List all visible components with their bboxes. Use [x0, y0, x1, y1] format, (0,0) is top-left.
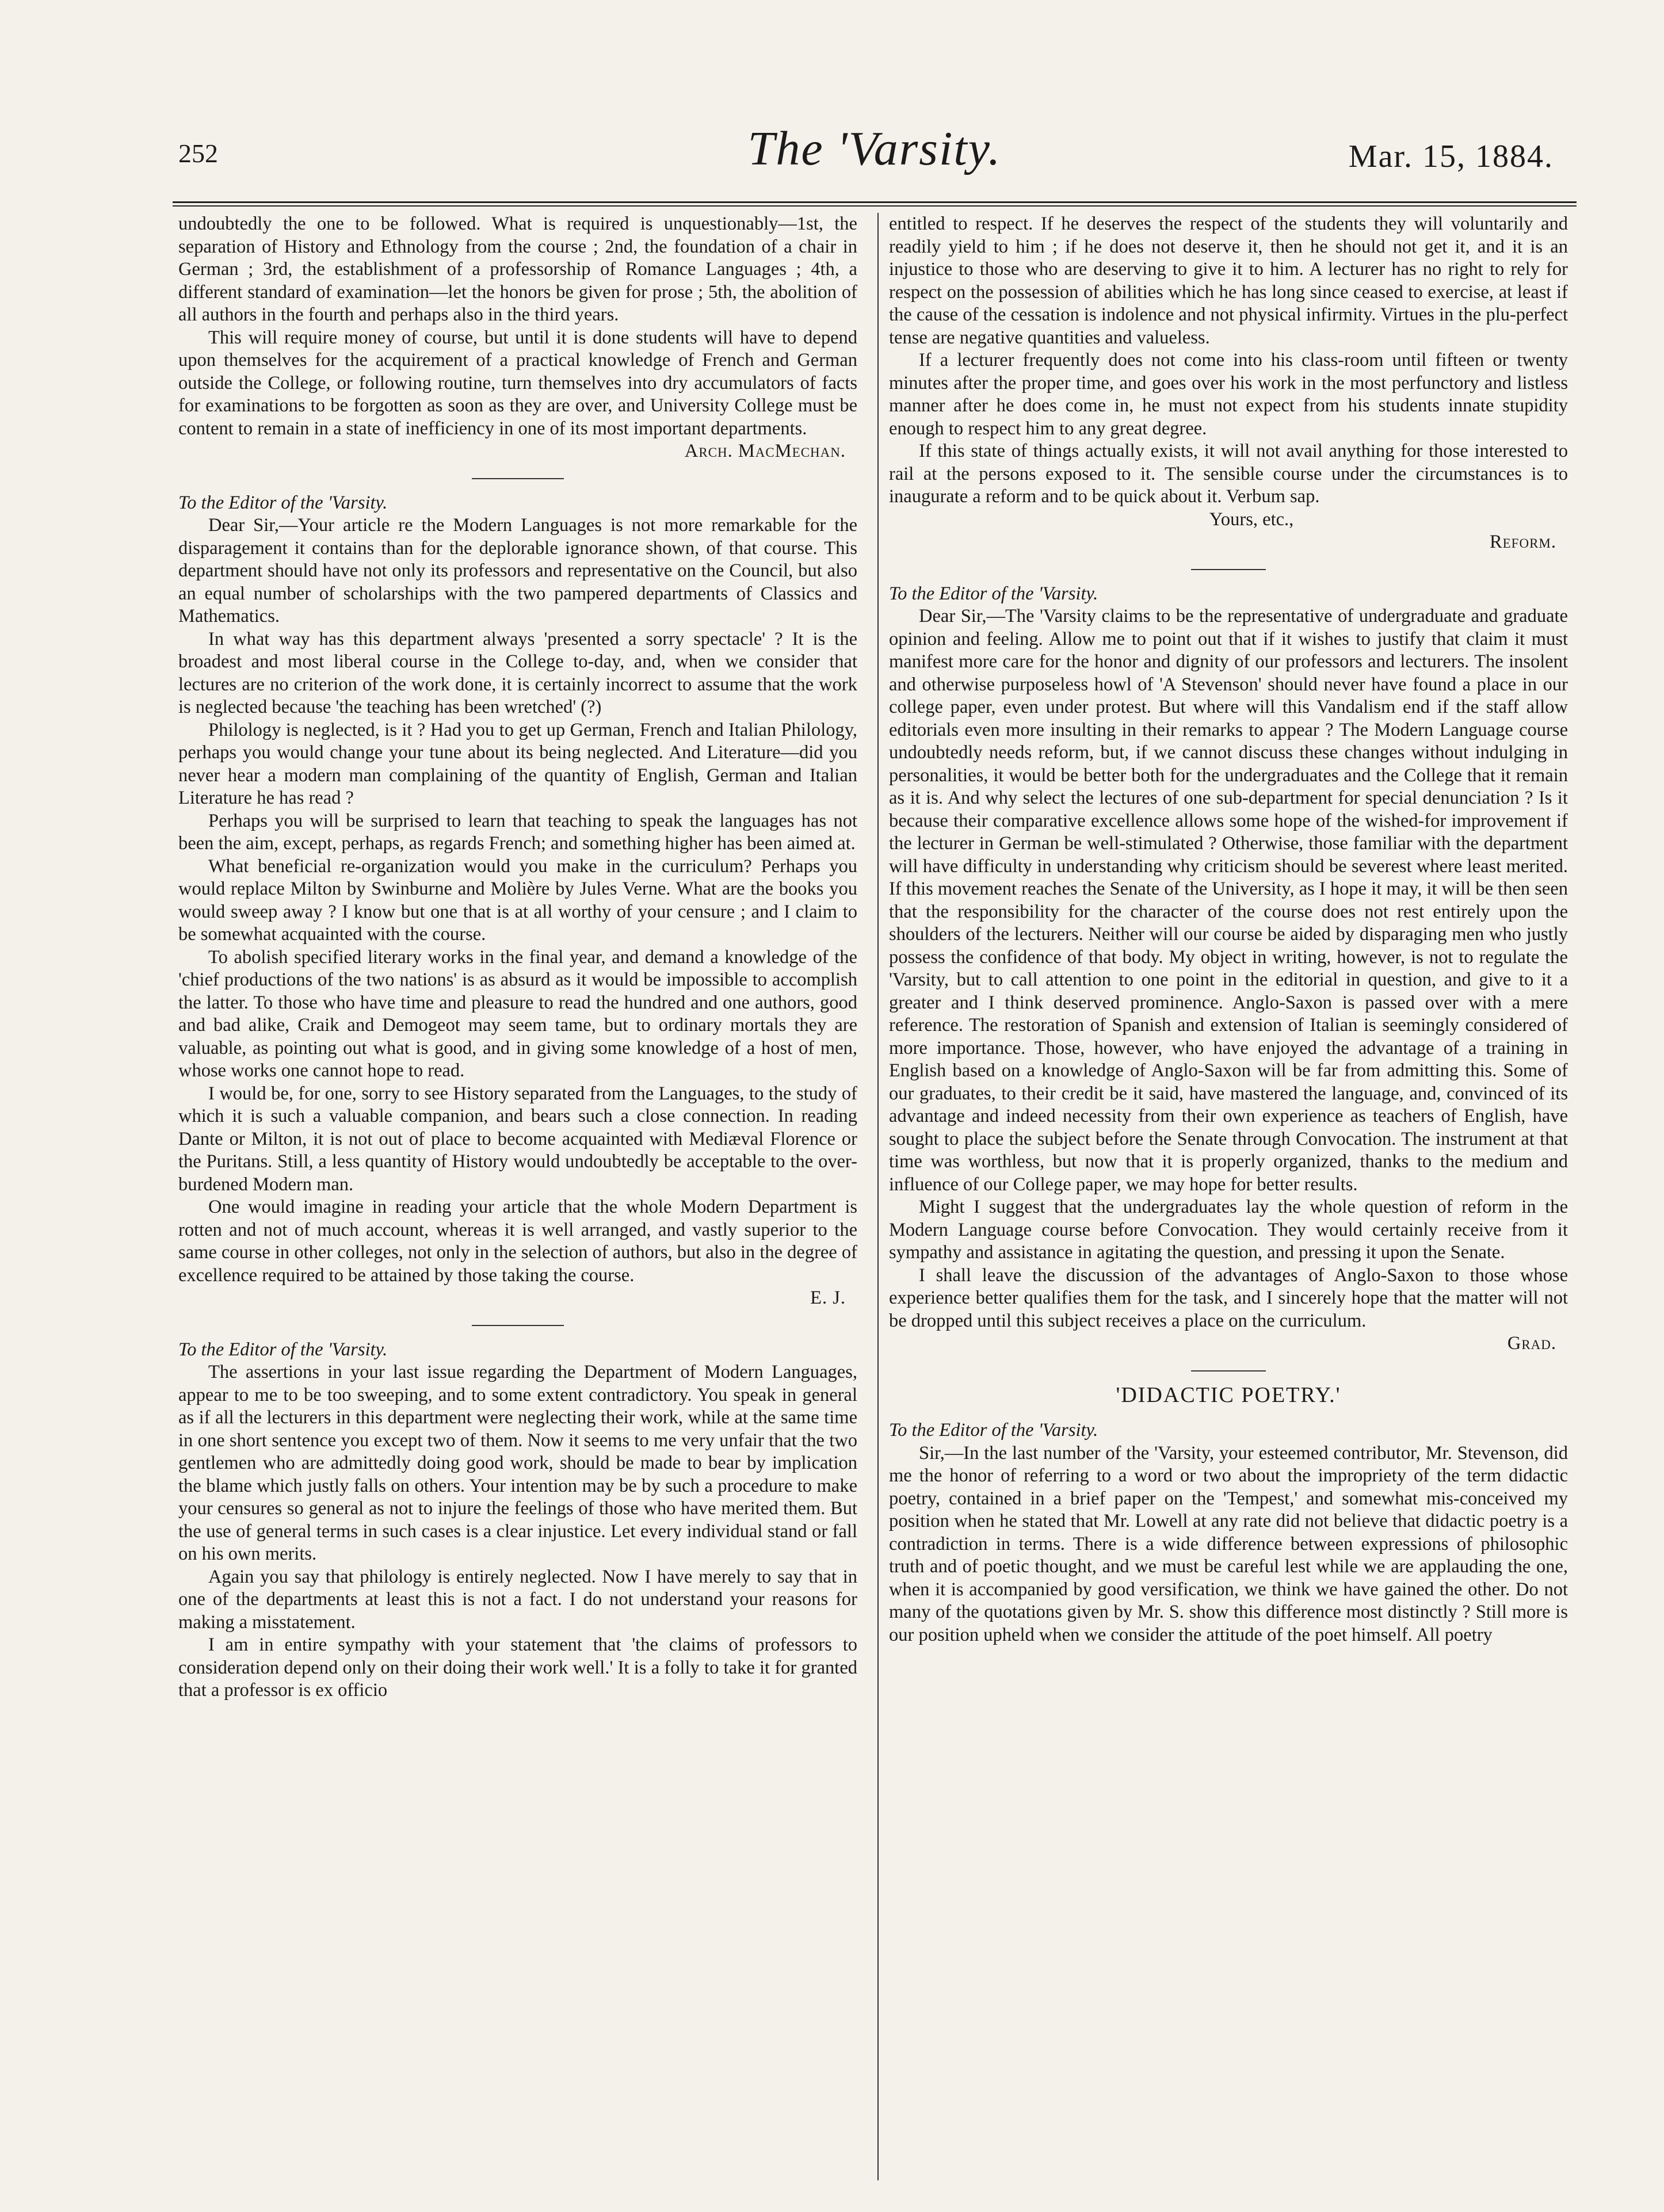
paragraph: One would imagine in reading your article that the whole Modern Department is rotten and not of much account, whereas it is well arranged, and vastly superior to the same course in other colleges, not only in the selection of authors, but also in the degree of excellence required to be attained by those taking the course. [178, 1197, 857, 1286]
paragraph: I am in entire sympathy with your statement that 'the claims of professors to consideration depend only on their doing their work well.' It is a folly to take it for granted that a professor is ex officio [178, 1634, 857, 1701]
signature: Arch. MacMechan. [684, 441, 846, 461]
paragraph: I would be, for one, sorry to see History separated from the Languages, to the study of which it is such a valuable companion, and bears such a close connection. In reading Dante or Milton, it is not out of place to become acquainted with Mediæval Florence or the Puritans. Still, a less quantity of History would undoubtedly be acceptable to the over-burdened Modern man. [178, 1083, 857, 1195]
letter-heading: To the Editor of the 'Varsity. [889, 583, 1098, 604]
article-heading: 'DIDACTIC POETRY.' [1116, 1382, 1341, 1407]
separator-rule [1191, 1370, 1266, 1371]
newspaper-page [173, 104, 1577, 2186]
paragraph: undoubtedly the one to be followed. What is required is unquestionably—1st, the separation of History and Ethnology from the course ; 2nd, the foundation of a chair in German ; 3rd, the establishment of a professorship of Romance Languages ; 4th, a different standard of examination—let the honors be given for prose ; 5th, the abolition of all authors in the fourth and perhaps also in the third years. [178, 213, 857, 325]
paragraph: Dear Sir,—Your article re the Modern Languages is not more remarkable for the disparagement it contains than for the deplorable ignorance shown, of that course. This department should have not only its professors and representative on the Council, but also an equal number of scholarships with the two pampered departments of Classics and Mathematics. [178, 515, 857, 626]
header-rule [173, 201, 1577, 207]
paragraph: The assertions in your last issue regarding the Department of Modern Languages, appear to me to be too sweeping, and to some extent contradictory. You speak in general as if all the lecturers in this department were neglecting their work, while at the same time in one short sentence you except two of them. Now it seems to me very unfair that the two gentlemen who are admittedly doing good work, should be made to bear by implication the blame which justly falls on others. Your intention may be by such a procedure to make your censures so general as not to injure the feelings of those who have merited them. But the use of general terms in such cases is a clear injustice. Let every individual stand or fall on his own merits. [178, 1362, 857, 1564]
paragraph: Sir,—In the last number of the 'Varsity, your esteemed contributor, Mr. Stevenson, did me the honor of referring to a word or two about the impropriety of the term didactic poetry, contained in a brief paper on the 'Tempest,' and somewhat mis-conceived my position when he stated that Mr. Lowell at any rate did not believe that didactic poetry is a contradiction in terms. There is a wide difference between expressions of philosophic truth and of poetic thought, and we must be careful lest while we are applauding the one, when it is accompanied by good versification, we think we have gained the other. Do not many of the quotations given by Mr. S. show this difference most distinctly ? Still more is our position upheld when we consider the attitude of the poet himself. All poetry [889, 1442, 1568, 1645]
letter-heading: To the Editor of the 'Varsity. [178, 1339, 388, 1360]
letter-heading: To the Editor of the 'Varsity. [178, 492, 388, 513]
paragraph: If this state of things actually exists, it will not avail anything for those interested to rail at the persons exposed to it. The sensible course under the circumstances is to inaugurate a reform and to be quick about it. Verbum sap. [889, 441, 1568, 507]
paragraph: I shall leave the discussion of the advantages of Anglo-Saxon to those whose experience better qualifies them for the task, and I sincerely hope that the matter will not be dropped until this subject receives a place on the curriculum. [889, 1264, 1568, 1331]
paragraph: entitled to respect. If he deserves the respect of the students they will voluntarily and readily yield to him ; if he does not deserve it, then he should not get it, and it is an injustice to those who are deserving to give it to him. A lecturer has no right to rely for respect on the possession of abilities which he has long since ceased to exercise, at least if the cause of the cessation is indolence and not physical infirmity. Virtues in the plu-perfect tense are negative quantities and valueless. [889, 213, 1568, 348]
left-column [178, 213, 857, 1702]
paragraph: This will require money of course, but until it is done students will have to depend upon themselves for the acquirement of a practical knowledge of French and German outside the College, or following routine, turn themselves into dry accumulators of facts for examinations to be forgotten as soon as they are over, and University College must be content to remain in a state of inefficiency in one of its most important departments. [178, 327, 857, 439]
signature: Reform. [1489, 532, 1556, 552]
paragraph: Dear Sir,—The 'Varsity claims to be the representative of undergraduate and graduate opinion and feeling. Allow me to point out that if it wishes to justify that claim it must manifest more care for the honor and dignity of our professors and lecturers. The insolent and otherwise purposeless howl of 'A Stevenson' should never have found a place in our college paper, even under protest. But where will this Vandalism end if the staff allow editorials even more insulting in their remarks to appear ? The Modern Language course undoubtedly needs reform, but, if we cannot discuss these changes without indulging in personalities, it would be better both for the undergraduates and the College that it remain as it is. And why select the lectures of one sub-department for special denunciation ? Is it because their comparative excellence allows some hope of the wished-for improvement if the lecturer in German be well-stimulated ? Otherwise, those familiar with the department will have difficulty in understanding why criticism should be severest where least merited. If this movement reaches the Senate of the University, as I hope it may, it will be then seen that the responsibility for the character of the course does not rest entirely upon the shoulders of the lecturers. Neither will our course be aided by disparaging men who justly possess the confidence of that body. My object in writing, however, is not to regulate the 'Varsity, but to call attention to one point in the editorial in question, and give to it a greater and I think deserved prominence. Anglo-Saxon is passed over with a mere reference. The restoration of Spanish and extension of Italian is seemingly considered of more importance. Those, however, who have enjoyed the advantage of a training in English based on a knowledge of Anglo-Saxon will be far from admitting this. Some of our graduates, to their credit be it said, have mastered the language, and, convinced of its advantage and indeed necessity from their own experience as teachers of English, have sought to place the subject before the Senate through Convocation. The instrument at that time was worthless, but now that it is properly organized, thanks to the medium and influence of our College paper, we may hope for better results. [889, 606, 1568, 1195]
page-header [173, 121, 1577, 196]
right-column [889, 213, 1568, 1646]
paragraph: Philology is neglected, is it ? Had you to get up German, French and Italian Philology, perhaps you would change your tune about its being neglected. And Literature—did you never hear a modern man complaining of the quantity of English, German and Italian Literature he has read ? [178, 719, 857, 808]
paragraph: What beneficial re-organization would you make in the curriculum? Perhaps you would replace Milton by Swinburne and Molière by Jules Verne. What are the books you would sweep away ? I know but one that is at all worthy of your censure ; and I claim to be somewhat acquainted with the course. [178, 855, 857, 945]
paragraph: In what way has this department always 'presented a sorry spectacle' ? It is the broadest and most liberal course in the College to-day, and, when we consider that lectures are no criterion of the work done, it is certainly incorrect to assume that the work is neglected because 'the teaching has been wretched' (?) [178, 628, 857, 717]
column-divider [877, 213, 879, 2180]
issue-date: Mar. 15, 1884. [1348, 139, 1554, 174]
paragraph: If a lecturer frequently does not come into his class-room until fifteen or twenty minutes after the proper time, and goes over his work in the most perfunctory and listless manner after he does come in, he must not expect from his students innate stupidity enough to respect him to any great degree. [889, 350, 1568, 439]
closing: Yours, etc., [1209, 509, 1294, 530]
paragraph: To abolish specified literary works in the final year, and demand a knowledge of the 'chief productions of the two nations' is as absurd as it would be impossible to accomplish the latter. To those who have time and pleasure to read the hundred and one authors, good and bad alike, Craik and Demogeot may seem tame, but to ordinary mortals they are valuable, as pointing out what is good, and in giving some knowledge of a host of men, whose works one cannot hope to read. [178, 946, 857, 1081]
paragraph: Perhaps you will be surprised to learn that teaching to speak the languages has not been the aim, except, perhaps, as regards French; and something higher has been aimed at. [178, 810, 857, 854]
letter-heading: To the Editor of the 'Varsity. [889, 1420, 1098, 1441]
separator-rule [472, 1325, 564, 1326]
signature: E. J. [810, 1288, 846, 1308]
masthead: The 'Varsity. [747, 122, 1002, 175]
paragraph: Might I suggest that the undergraduates lay the whole question of reform in the Modern Language course before Convocation. They would certainly receive from it sympathy and assistance in agitating the question, and pressing it upon the Senate. [889, 1197, 1568, 1263]
page-number: 252 [178, 139, 218, 168]
signature: Grad. [1507, 1333, 1556, 1354]
paragraph: Again you say that philology is entirely neglected. Now I have merely to say that in one of the departments at least this is not a fact. I do not understand your reasons for making a misstatement. [178, 1566, 857, 1633]
separator-rule [1191, 569, 1266, 570]
separator-rule [472, 478, 564, 479]
